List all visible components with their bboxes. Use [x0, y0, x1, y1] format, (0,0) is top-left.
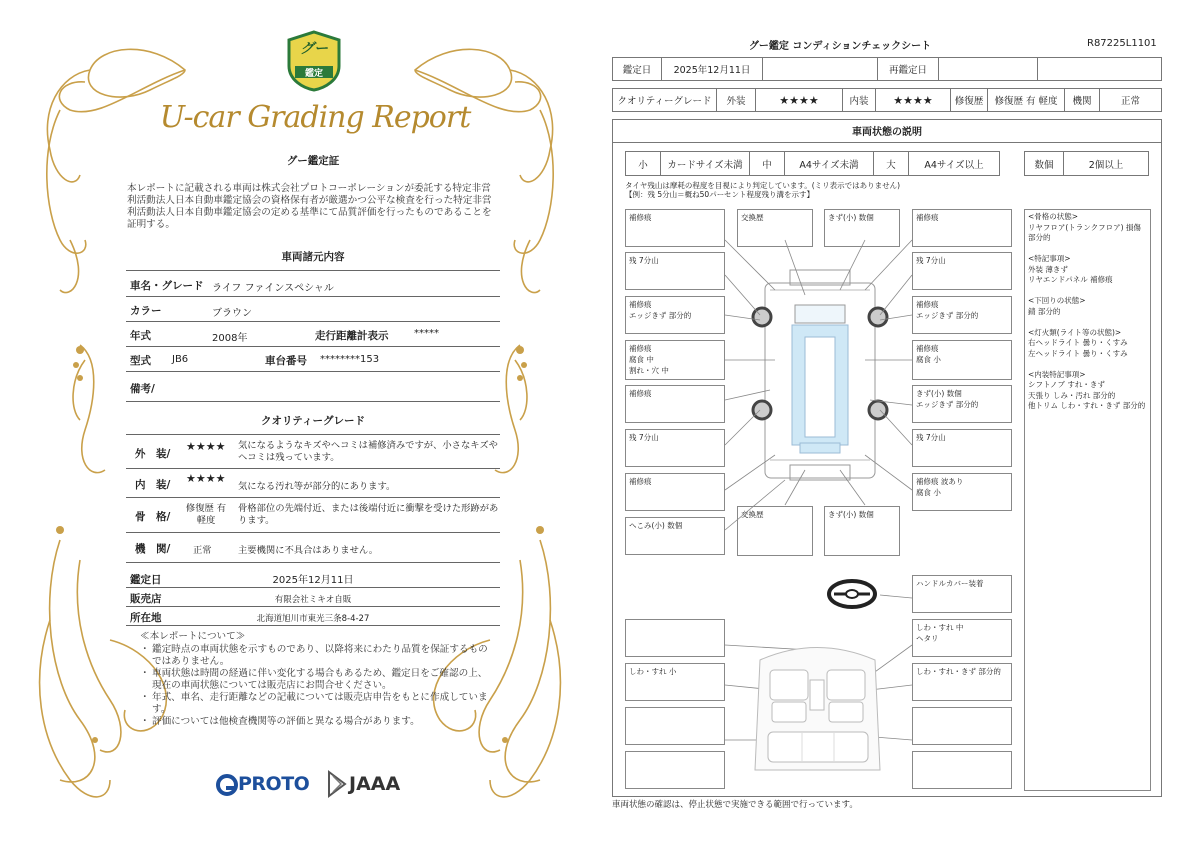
chassis-value: ********153 — [320, 354, 380, 365]
note-interior-6 — [912, 751, 1012, 789]
int-label-cell: 内装 — [842, 88, 876, 112]
engine-grade: 正常 — [193, 545, 212, 556]
note-right-door-front: 補修痕 エッジきず 部分的 — [912, 296, 1012, 334]
note-left-door-rear: 補修痕 — [625, 385, 725, 423]
exterior-stars: ★★★★ — [186, 440, 226, 453]
tire-note-1: タイヤ残山は摩耗の程度を目視により判定しています。(ミリ表示ではありません) — [625, 181, 901, 190]
about-item: ・ 年式、車名、走行距離などの記載については販売店申告をもとに作成しています。 — [140, 692, 488, 715]
engine-label-cell: 機関 — [1064, 88, 1100, 112]
repair-value-cell: 修復歴 有 軽度 — [987, 88, 1065, 112]
note-left-door-front: 補修痕 エッジきず 部分的 — [625, 296, 725, 334]
tire-note-2: 【例：残 5分山＝概ね50パーセント程度残り溝を示す】 — [625, 190, 815, 199]
note-interior-1 — [625, 619, 725, 657]
quality-label-cell: クオリティーグレード — [612, 88, 717, 112]
interior-stars: ★★★★ — [186, 472, 226, 485]
about-item: ・ 車両状態は時間の経過に伴い変化する場合もあるため、鑑定日をご確認の上、現在の車両状態については販売店にお問合せください。 — [140, 668, 488, 691]
car-name-label: 車名・グレード — [130, 280, 204, 292]
certificate-title: U-car Grading Report — [159, 100, 471, 135]
sheet-code: R87225L1101 — [1087, 38, 1157, 49]
car-name-value: ライフ ファインスペシャル — [212, 283, 334, 294]
emblem-text-top: グー — [300, 41, 328, 57]
count-label: 数個 — [1024, 151, 1064, 176]
note-right-door-rear: きず(小) 数個 エッジきず 部分的 — [912, 385, 1012, 423]
int-value-cell: ★★★★ — [875, 88, 951, 112]
date-value-cell: 2025年12月11日 — [661, 57, 763, 81]
model-label: 型式 — [130, 355, 151, 367]
emblem-text-bottom: 鑑定 — [304, 69, 323, 79]
address-value: 北海道旭川市東光三条8-4-27 — [256, 614, 370, 624]
size-mid-desc: A4サイズ未満 — [784, 151, 874, 176]
quality-heading: クオリティーグレード — [261, 415, 365, 427]
size-mid-label: 中 — [749, 151, 785, 176]
note-rear-bumper-left: へこみ(小) 数個 — [625, 517, 725, 555]
sheet-footer: 車両状態の確認は、停止状態で実施できる範囲で行っています。 — [612, 800, 858, 810]
note-front-seat-left: しわ・すれ 小 — [625, 663, 725, 701]
engine-value-cell: 正常 — [1099, 88, 1162, 112]
shop-label: 販売店 — [130, 593, 162, 605]
color-value: ブラウン — [212, 308, 252, 319]
model-value: JB6 — [172, 354, 189, 365]
color-label: カラー — [130, 305, 162, 317]
car-interior-diagram — [750, 640, 885, 780]
note-front-left-fender: 補修痕 — [625, 209, 725, 247]
ext-value-cell: ★★★★ — [755, 88, 843, 112]
explain-heading: 車両状態の説明 — [612, 119, 1162, 143]
note-tire-rear-right: 残 7分山 — [912, 429, 1012, 467]
repair-label-cell: 修復歴 — [950, 88, 988, 112]
mileage-label: 走行距離計表示 — [315, 330, 389, 342]
note-steering: ハンドルカバー装着 — [912, 575, 1012, 613]
note-right-sill: 補修痕 腐食 小 — [912, 340, 1012, 380]
note-tire-rear-left: 残 7分山 — [625, 429, 725, 467]
note-right-trim: しわ・すれ・きず 部分的 — [912, 663, 1012, 701]
note-hood: 交換歴 — [737, 209, 813, 247]
about-item: ・ 評価については他検査機関等の評価と異なる場合があります。 — [140, 716, 420, 727]
size-small-label: 小 — [625, 151, 661, 176]
year-label: 年式 — [130, 330, 151, 342]
note-tire-front-left: 残 7分山 — [625, 252, 725, 290]
shop-value: 有限会社ミキオ自販 — [274, 595, 352, 605]
note-front-seat-right: しわ・すれ 中 ヘタリ — [912, 619, 1012, 657]
redate-label-cell: 再鑑定日 — [877, 57, 939, 81]
condition-check-sheet — [600, 0, 1200, 848]
ext-label-cell: 外装 — [716, 88, 756, 112]
address-label: 所在地 — [130, 612, 162, 624]
remarks-label: 備考/ — [130, 383, 155, 395]
size-small-desc: カードサイズ未満 — [660, 151, 750, 176]
mileage-value: ***** — [414, 328, 439, 339]
note-tire-front-right: 残 7分山 — [912, 252, 1012, 290]
about-heading: ≪本レポートについて≫ — [140, 631, 246, 642]
jaaa-logo: JAAA — [327, 770, 407, 798]
sheet-title: グー鑑定 コンディションチェックシート — [748, 41, 932, 52]
chassis-label: 車台番号 — [265, 355, 307, 367]
size-large-label: 大 — [873, 151, 909, 176]
steering-wheel-icon — [826, 578, 878, 610]
note-rear-roof: きず(小) 数個 — [824, 506, 900, 556]
note-interior-5 — [625, 751, 725, 789]
note-rear-left-quarter: 補修痕 — [625, 473, 725, 511]
note-interior-3 — [625, 707, 725, 745]
grading-certificate: グー 鑑定 U-car Grading Report グー鑑定証 本レポートに記載される車両は株式会社プロトコーポレーションが委託する特定非営利活動法人日本自動車鑑定協会の資格保有者が厳選かつ公平な検査を行った特定非営利活動法人日本自動車鑑定協会の定める基準にて品質評価を行ったものであることを証明する。 車両諸元内容 車名・グレード ライフ ファインスペシャル カラー ブラウン 年式 2008年 走行距離計表示 ***** 型式 JB6 車台番号 ********153 備考/ クオリティーグレード 外 装/ ★★★★ 気になるようなキズやヘコミは補修済みですが、小さなキズやヘコミは残っています。 内 装/ ★★★★ 気になる汚れ等が部分的にあります。 骨 格/ 修復歴 有 軽度 骨格部位の先端付近、または後端付近に衝撃を受けた形跡があります。 機 関/ 正常 主要機関に不具合はありません。 鑑定日 2025年12月11日 販売店 有限会社ミキオ自販 所在地 北海道旭川市東光三条8-4-27 ≪本レポートについて≫ ・ 鑑定時点の車両状態を示すものであり、以降将来にわたり品質を保証するものではありません。 ・ 車両状態は時間の経過に伴い変化する場合もあるため、鑑定日をご確認の上、現在の車両状態については販売店にお問合せください。 ・ 年式、車名、走行距離などの記載については販売店申告をもとに作成しています。 ・ 評価については他検査機関等の評価と異なる場合があります。 PROTO JAAA — [0, 0, 600, 848]
about-list — [140, 644, 492, 728]
goo-emblem — [285, 30, 343, 92]
note-front-right-fender: 補修痕 — [912, 209, 1012, 247]
note-left-sill: 補修痕 腐食 中 割れ・穴 中 — [625, 340, 725, 380]
certificate-intro: 本レポートに記載される車両は株式会社プロトコーポレーションが委託する特定非営利活動法人日本自動車鑑定協会の資格保有者が厳選かつ公平な検査を行った特定非営利活動法人日本自動車鑑定協会の定める基準にて品質評価を行ったものであることを証明する。 — [127, 183, 492, 230]
note-rear-right-quarter: 補修痕 波あり 腐食 小 — [912, 473, 1012, 511]
year-value: 2008年 — [212, 333, 248, 344]
note-interior-4 — [912, 707, 1012, 745]
spec-heading: 車両諸元内容 — [281, 251, 345, 263]
about-item: ・ 鑑定時点の車両状態を示すものであり、以降将来にわたり品質を保証するものではありません。 — [140, 644, 488, 667]
date-label-cell: 鑑定日 — [612, 57, 662, 81]
note-back-door: 交換歴 — [737, 506, 813, 556]
date-label: 鑑定日 — [130, 574, 162, 586]
date-value: 2025年12月11日 — [272, 575, 354, 586]
proto-logo: PROTO — [216, 772, 320, 798]
note-front-roof: きず(小) 数個 — [824, 209, 900, 247]
condition-summary: <骨格の状態> リヤフロア(トランクフロア) 損傷 部分的 <特記事項> 外装 薄きず リヤエンドパネル 補修痕 <下回りの状態> 錆 部分的 <灯火類(ライト等の状態)> 右ヘッドライト 曇り・くすみ 左ヘッドライト 曇り・くすみ <内装特記事項> シフトノブ すれ・きず 天張り しみ・汚れ 部分的 他トリム しわ・すれ・きず 部分的 — [1024, 209, 1151, 791]
frame-grade: 修復歴 有 軽度 — [185, 503, 227, 526]
count-desc: 2個以上 — [1063, 151, 1149, 176]
size-large-desc: A4サイズ以上 — [908, 151, 1000, 176]
certificate-subtitle: グー鑑定証 — [286, 155, 340, 167]
